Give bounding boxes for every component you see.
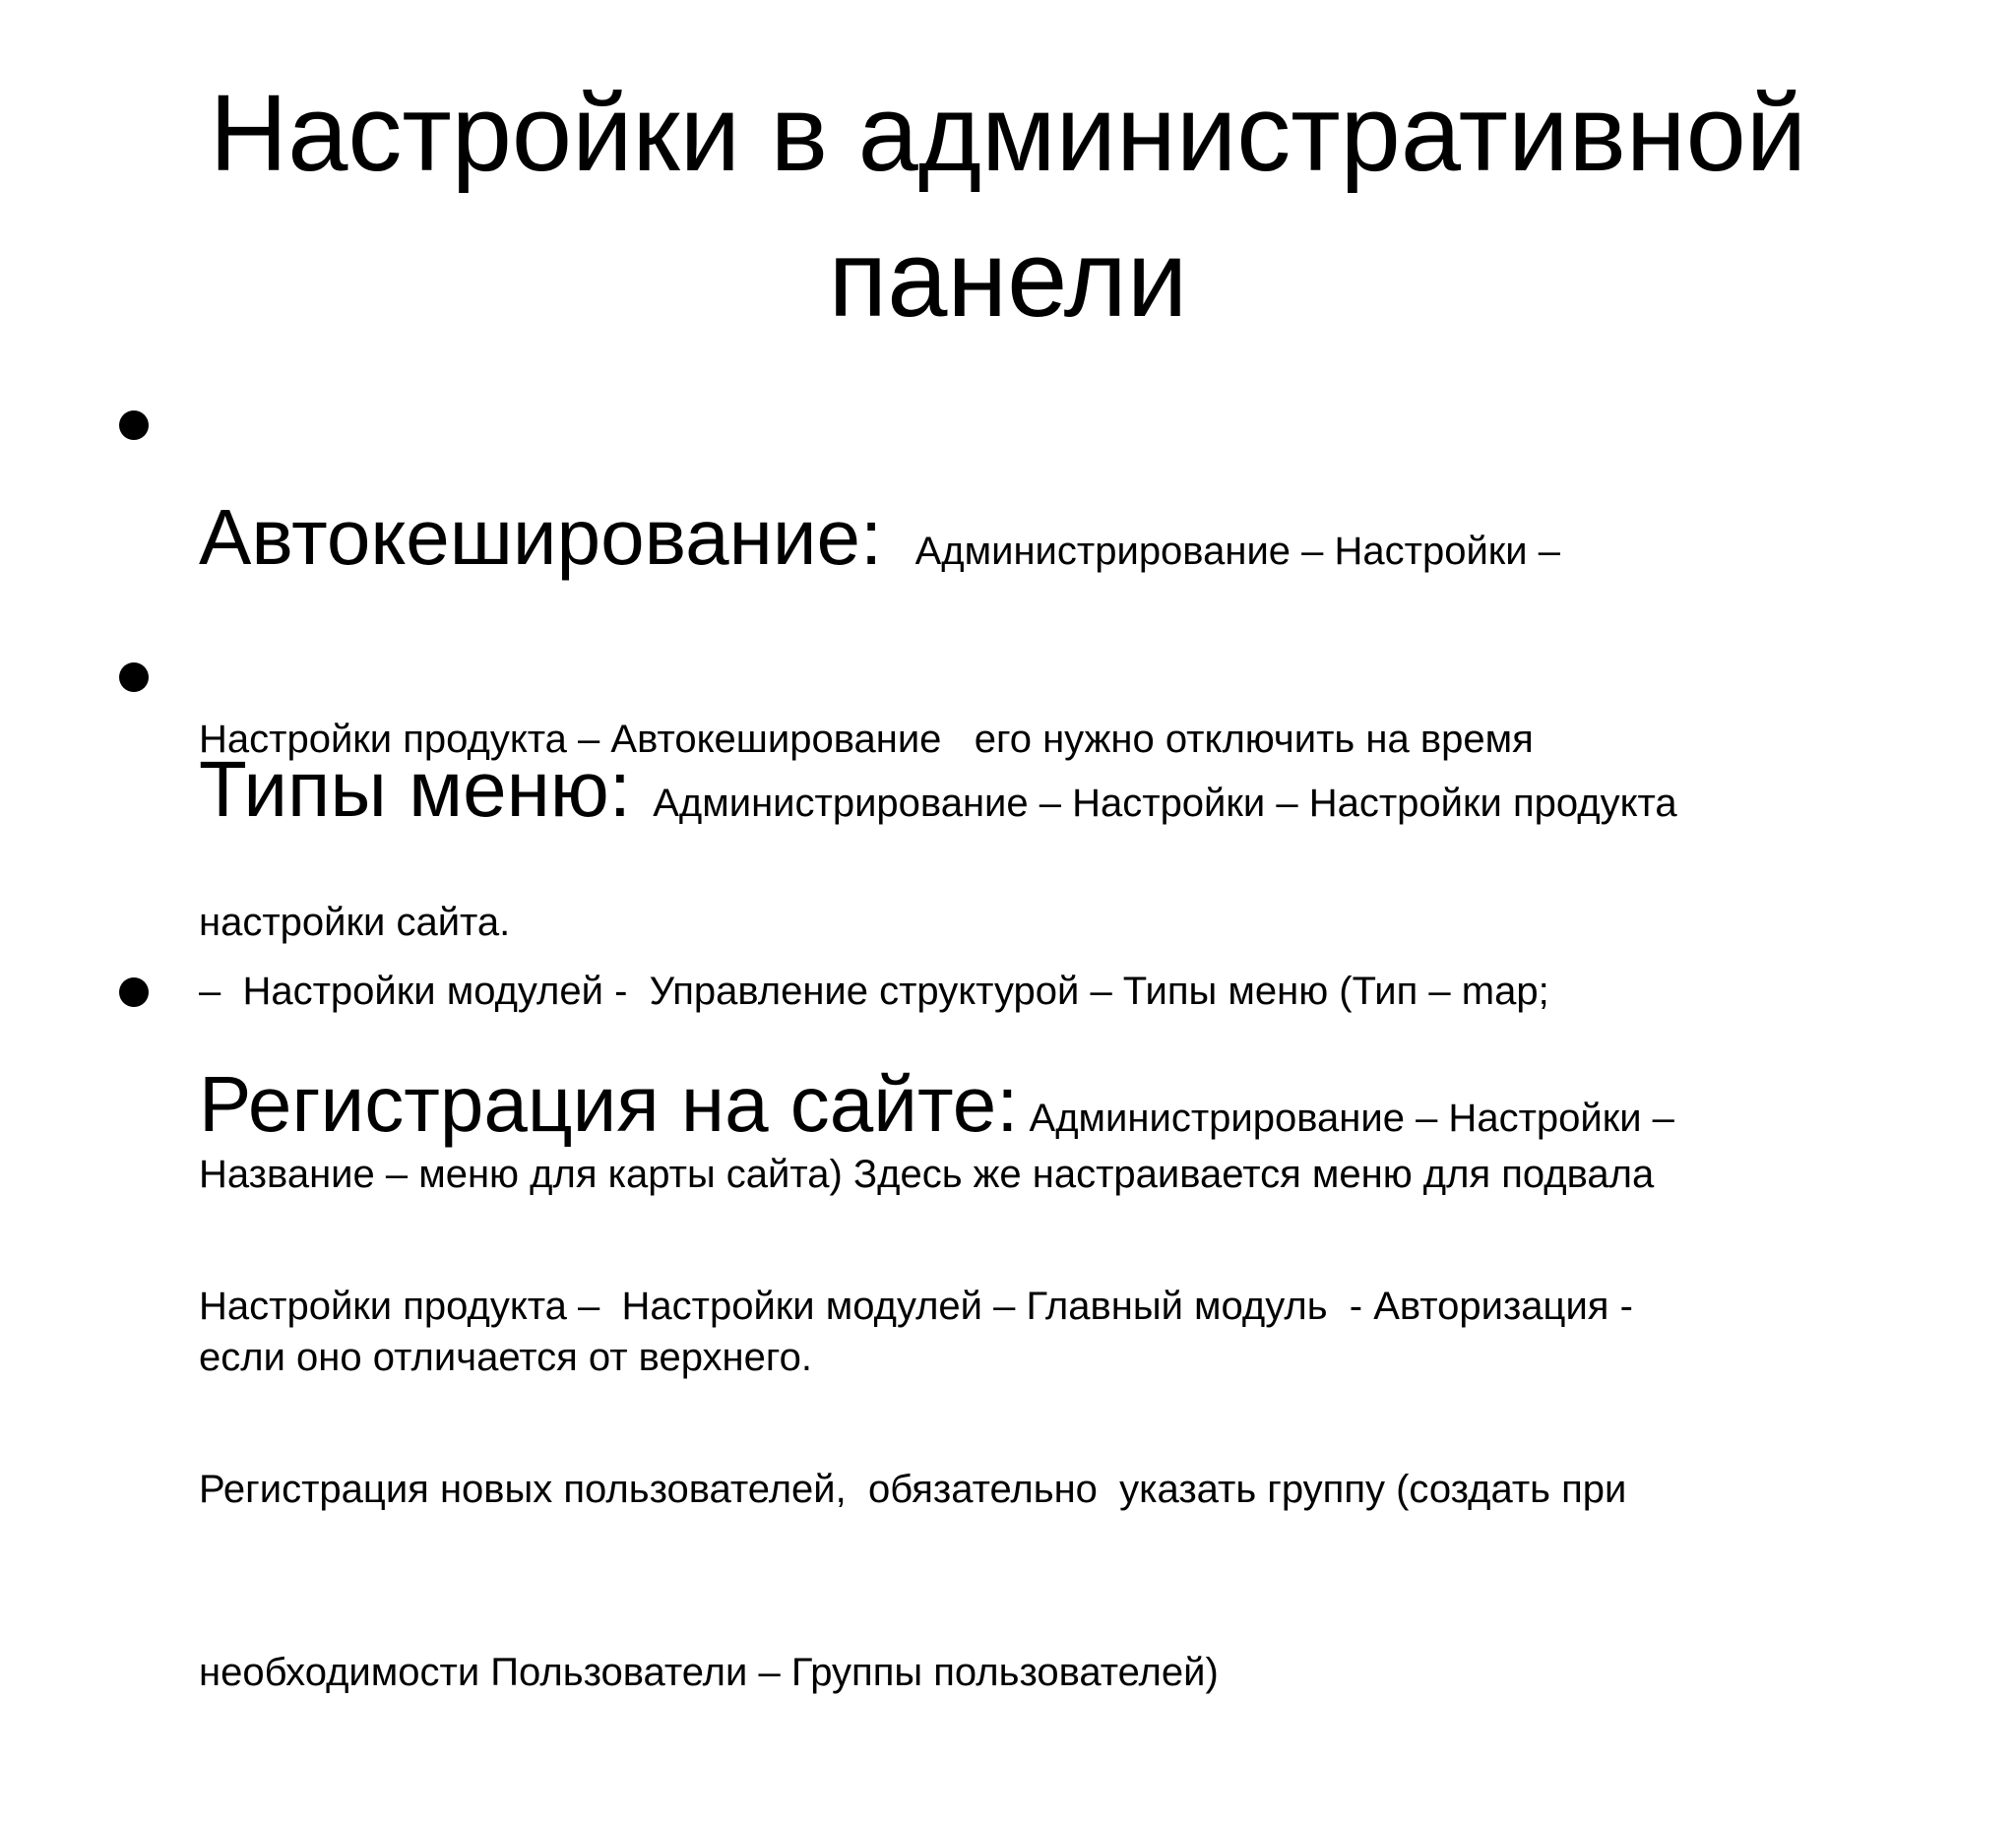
bullet-dot-icon — [119, 977, 149, 1007]
bullet-item-site-registration — [199, 943, 1931, 1825]
bullet-heading: Автокеширование: — [199, 493, 883, 581]
bullet-text — [199, 943, 1931, 1825]
bullet-line: необходимости Пользователи – Группы пользователей) — [199, 1651, 1219, 1694]
bullet-line: Название – меню для карты сайта) Здесь же настраивается меню для подвала — [199, 1153, 1655, 1196]
bullet-first-line — [199, 745, 1931, 839]
bullet-line: Регистрация новых пользователей, обязательно указать группу (создать при — [199, 1468, 1627, 1511]
bullet-first-line — [199, 1060, 1931, 1154]
bullet-path-start: Администрирование – Настройки – Настройки продукта — [630, 782, 1677, 825]
slide-title-line-2: панели — [828, 219, 1188, 340]
slide-title-line-1: Настройки в административной — [209, 73, 1807, 194]
bullet-line: Настройки продукта – Настройки модулей – Главный модуль - Авторизация - — [199, 1285, 1633, 1328]
bullet-path-start: Администрирование – Настройки – — [1018, 1097, 1674, 1140]
bullet-heading: Регистрация на сайте: — [199, 1060, 1019, 1148]
bullet-line: если оно отличается от верхнего. — [199, 1336, 812, 1379]
bullet-heading: Типы меню: — [199, 745, 631, 833]
bullet-line: Настройки продукта – Автокеширование его нужно отключить на время — [199, 718, 1534, 761]
bullet-first-line — [199, 493, 1931, 587]
bullet-dot-icon — [119, 410, 149, 440]
bullet-line: – Настройки модулей - Управление структурой – Типы меню (Тип – map; — [199, 970, 1549, 1013]
bullet-path-start: Администрирование – Настройки – — [882, 530, 1560, 573]
bullet-dot-icon — [119, 662, 149, 692]
bullet-line: настройки сайта. — [199, 901, 511, 944]
